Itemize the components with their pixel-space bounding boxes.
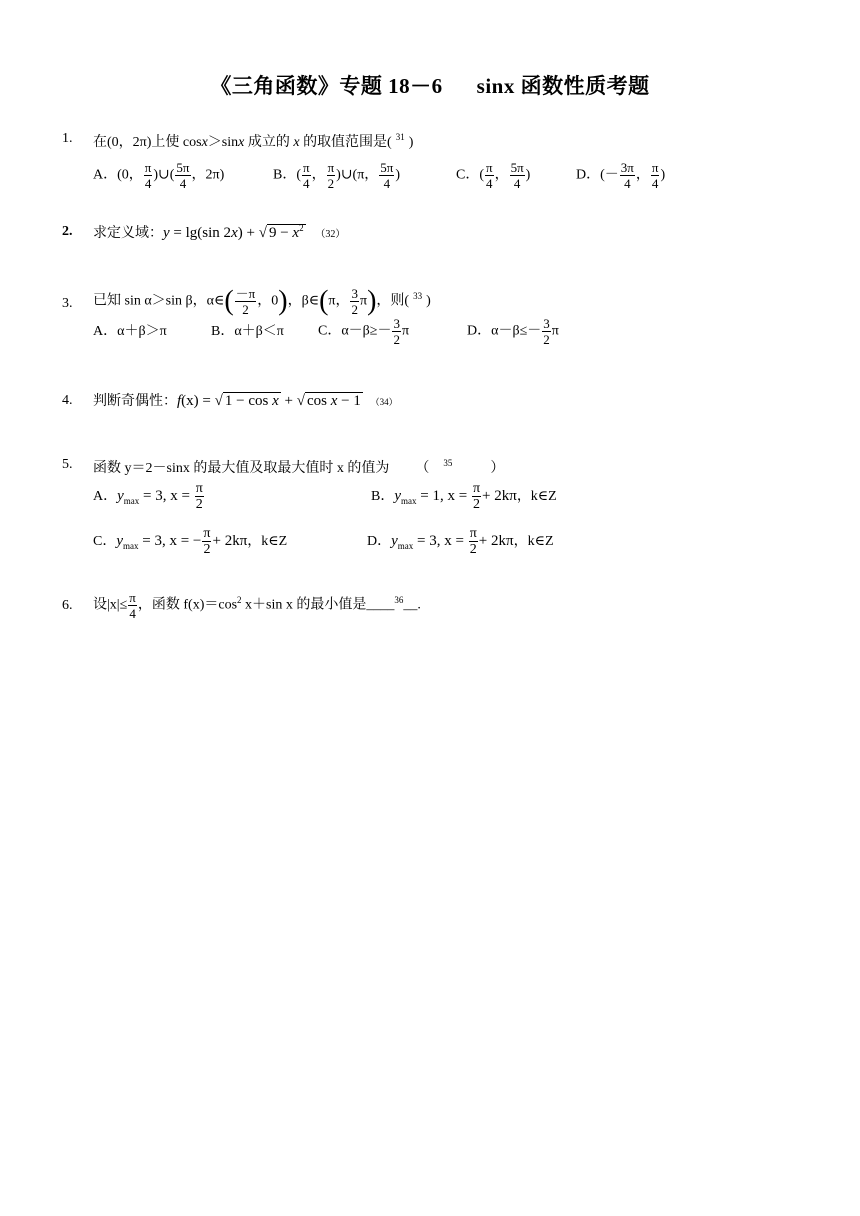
q5-option-c: C．$y_{max} = 3$, x = − $\frac{\pi}{2}$ + 2kπ，k∈Z (93, 526, 288, 557)
q1-option-b: B．( $\frac{\pi}{4}$ ， $\frac{\pi}{2}$ )∪(π， $\frac{5\pi}{4}$ ) (273, 160, 401, 191)
q4-number: 4. (62, 393, 73, 408)
q4-stem: 判断奇偶性：f(x) = √ 1 − cos x + √ cos x − 1 （34） (93, 393, 398, 409)
q3-option-b: B．α＋β＜π (211, 324, 284, 339)
q3-option-a: A．α＋β＞π (93, 324, 167, 339)
q2-ref: （32） (315, 229, 346, 240)
q5-stem: 函数 y＝2－sinx 的最大值及取最大值时 x 的值为 （ $^{35}$ ） (93, 458, 505, 476)
q3-option-c: C．α－β≥－ $\frac{3}{2}$ π (318, 316, 410, 347)
q5-number: 5. (62, 457, 73, 472)
q2-number: 2. (62, 224, 73, 239)
title-part2: sinx 函数性质考题 (476, 74, 650, 98)
q6-ref: 36 (394, 595, 404, 606)
title-part1: 《三角函数》专题 18－6 (210, 74, 443, 98)
q1-option-c: C．( $\frac{\pi}{4}$ ， $\frac{5\pi}{4}$ ) (456, 160, 531, 191)
q5-option-a: A．$y_{max} = 3$, x = $\frac{\pi}{2}$ (93, 481, 203, 512)
q1-ref: 31 (395, 132, 405, 143)
q2-stem: 求定义域：y = lg(sin 2x) + √ $9 - x^2$ （32） (93, 223, 346, 241)
q3-number: 3. (62, 296, 73, 311)
page-title (0, 70, 860, 100)
q1-option-d: D．(－ $\frac{3\pi}{4}$ ， $\frac{\pi}{4}$ ) (576, 160, 666, 191)
q6-number: 6. (62, 598, 73, 613)
q5-option-b: B．$y_{max} = 1$, x = $\frac{\pi}{2}$ + 2kπ，k∈Z (371, 481, 557, 512)
q1-stem: 在(0，2π)上使 cosx＞sinx 成立的 x 的取值范围是( $^{31}$ ) (93, 132, 414, 150)
q5-option-d: D．$y_{max} = 3$, x = $\frac{\pi}{2}$ + 2kπ，k∈Z (367, 526, 554, 557)
q3-ref: 33 (413, 291, 423, 301)
q1-option-a: A．(0， $\frac{\pi}{4}$ )∪( $\frac{5\pi}{4}$ ，2π) (93, 160, 225, 191)
q5-ref: 35 (443, 458, 453, 469)
q6-stem: 设|x|≤ $\frac{\pi}{4}$ ，函数 $f(x)=\cos^2$ x＋sin x 的最小值是____$^{36}$__. (93, 590, 421, 621)
q3-stem: 已知 sin α＞sin β，α∈( $\frac{-\pi}{2}$ ，0)，β∈(π， $\frac{3}{2}$ π)，则( $^{33}$ ) (93, 285, 431, 317)
q4-ref: （34） (370, 397, 398, 407)
q3-option-d: D．α－β≤－ $\frac{3}{2}$ π (467, 316, 559, 347)
q1-number: 1. (62, 131, 73, 146)
